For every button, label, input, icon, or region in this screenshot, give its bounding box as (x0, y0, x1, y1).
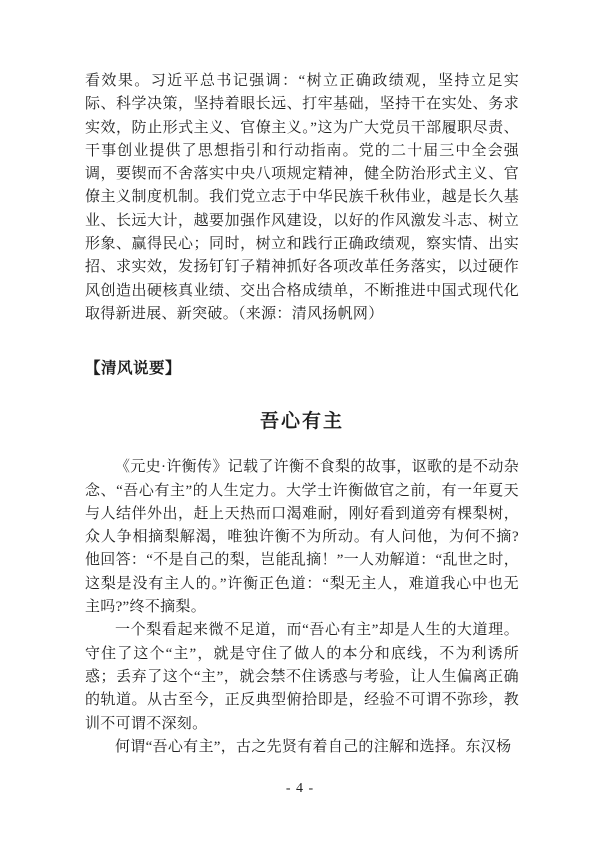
document-text-block (85, 70, 519, 759)
body-paragraph-commentary: 一个梨看起来微不足道，而“吾心有主”却是人生的大道理。守住了这个“主”，就是守住了做人的本分和底线，不为利诱所惑；丢弃了这个“主”，就会禁不住诱惑与考验，让人生偏离正确的轨道。从古至今，正反典型俯拾即是，经验不可谓不弥珍，教训不可谓不深刻。 (85, 622, 519, 732)
page-number: - 4 - (285, 781, 315, 796)
body-paragraph-continuation: 看效果。习近平总书记强调：“树立正确政绩观，坚持立足实际、科学决策，坚持着眼长远、打牢基础，坚持干在实处、务求实效，防止形式主义、官僚主义。”这为广大党员干部履职尽责、干事创业提供了思想指引和行动指南。党的二十届三中全会强调，要锲而不舍落实中央八项规定精神，健全防治形式主义、官僚主义制度机制。我们党立志于中华民族千秋伟业，越是长久基业、长远大计，越要加强作风建设，以好的作风激发斗志、树立形象、赢得民心；同时，树立和践行正确政绩观，察实情、出实招、求实效，发扬钉钉子精神抓好各项改革任务落实，以过硬作风创造出硬核真业绩、交出合格成绩单，不断推进中国式现代化取得新进展、新突破。（来源：清风扬帆网） (85, 73, 519, 322)
article-title: 吾心有主 (259, 411, 344, 433)
body-paragraph-story: 《元史·许衡传》记载了许衡不食梨的故事，讴歌的是不动杂念、“吾心有主”的人生定力。大学士许衡做官之前，有一年夏天与人结伴外出，赶上天热而口渴难耐，刚好看到道旁有棵梨树，众人争相摘梨解渴，唯独许衡不为所动。有人问他，为何不摘?他回答：“不是自己的梨，岂能乱摘！”一人劝解道：“乱世之时，这梨是没有主人的。”许衡正色道：“梨无主人，难道我心中也无主吗?”终不摘梨。 (85, 459, 519, 616)
body-paragraph-closing: 何谓“吾心有主”，古之先贤有着自己的注解和选择。东汉杨 (115, 738, 512, 755)
section-heading: 【清风说要】 (85, 360, 182, 378)
